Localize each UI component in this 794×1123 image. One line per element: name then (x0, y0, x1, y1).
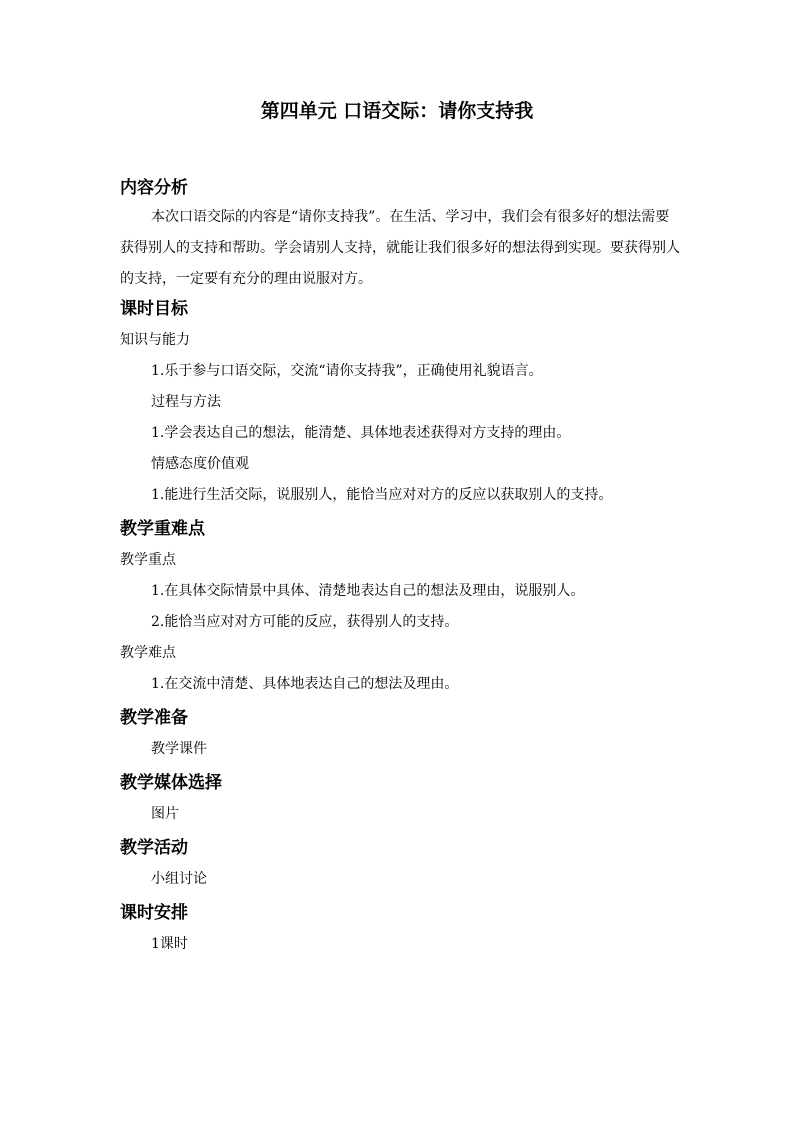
heading-activity: 教学活动 (120, 838, 188, 858)
label-knowledge-ability: 知识与能力 (120, 332, 190, 348)
label-process-method: 过程与方法 (151, 394, 221, 410)
label-teaching-difficulty: 教学难点 (120, 645, 176, 661)
content-analysis-paragraph: 本次口语交际的内容是“请你支持我”。在生活、学习中，我们会有很多好的想法需要获得别人的支持和帮助。学会请别人支持，就能让我们很多好的想法得到实现。要获得别人的支持，一定要有充分的理由说服对方。 (120, 209, 680, 287)
knowledge-item-1: 1.乐于参与口语交际，交流“请你支持我”，正确使用礼貌语言。 (151, 363, 543, 379)
heading-media: 教学媒体选择 (120, 773, 222, 793)
label-emotion-values: 情感态度价值观 (151, 456, 249, 472)
focus-item-1: 1.在具体交际情景中具体、清楚地表达自己的想法及理由，说服别人。 (151, 583, 585, 599)
emotion-item-1: 1.能进行生活交际，说服别人，能恰当应对对方的反应以获取别人的支持。 (151, 487, 613, 503)
heading-objectives: 课时目标 (120, 299, 188, 319)
heading-schedule: 课时安排 (120, 903, 188, 923)
heading-key-points: 教学重难点 (120, 519, 205, 539)
heading-preparation: 教学准备 (120, 708, 188, 728)
preparation-text: 教学课件 (151, 741, 207, 757)
focus-item-2: 2.能恰当应对对方可能的反应，获得别人的支持。 (151, 614, 459, 630)
schedule-text: 1课时 (151, 936, 188, 952)
document-body (120, 174, 680, 958)
activity-text: 小组讨论 (151, 871, 207, 887)
difficulty-item-1: 1.在交流中清楚、具体地表达自己的想法及理由。 (151, 676, 459, 692)
label-teaching-focus: 教学重点 (120, 552, 176, 568)
document-title: 第四单元 口语交际：请你支持我 (260, 100, 534, 122)
process-item-1: 1.学会表达自己的想法，能清楚、具体地表述获得对方支持的理由。 (151, 425, 571, 441)
heading-content-analysis: 内容分析 (120, 178, 188, 198)
media-text: 图片 (151, 806, 179, 822)
